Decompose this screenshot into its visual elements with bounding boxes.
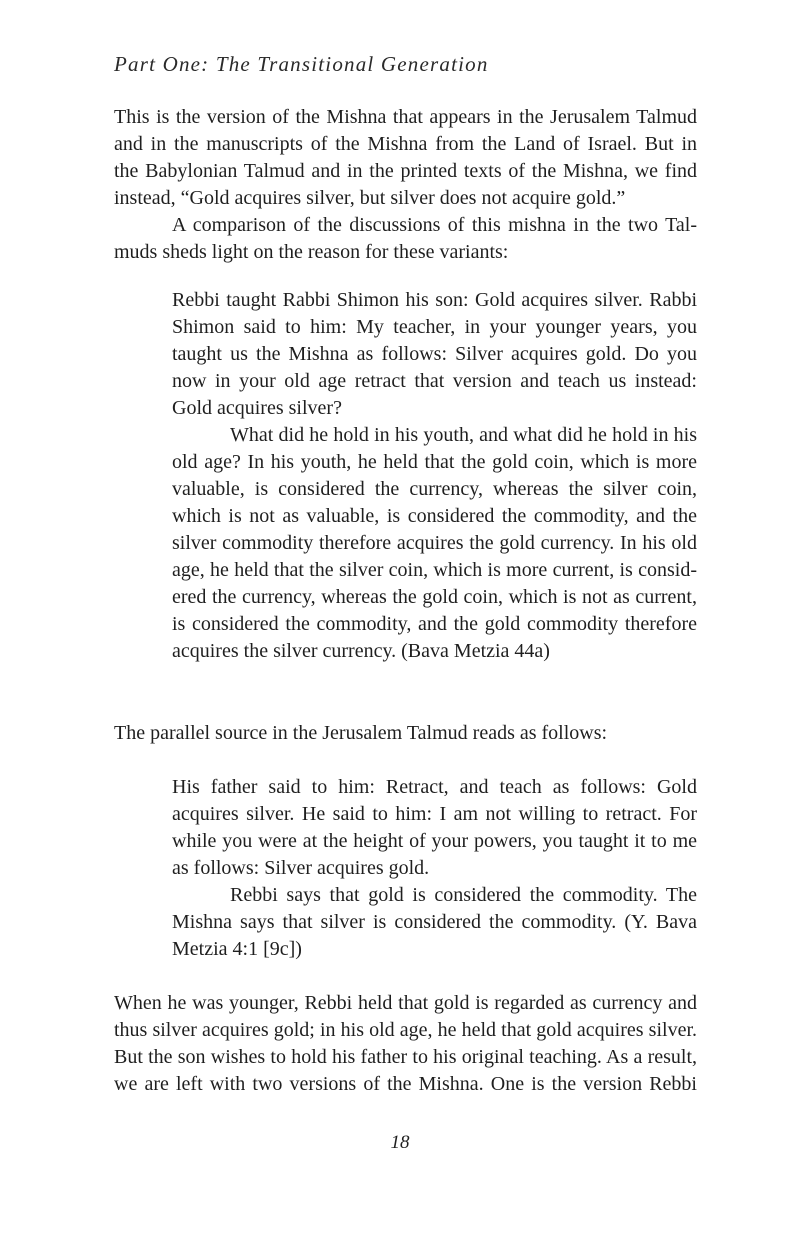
body-text-line: When he was younger, Rebbi held that gold is regarded as currency and <box>114 992 697 1014</box>
body-text-line: we are left with two versions of the Mishna. One is the version Rebbi <box>114 1073 697 1095</box>
blockquote-line: taught us the Mishna as follows: Silver acquires gold. Do you <box>172 343 697 365</box>
blockquote-line: Rebbi taught Rabbi Shimon his son: Gold acquires silver. Rabbi <box>172 289 697 311</box>
body-text-line: and in the manuscripts of the Mishna from the Land of Israel. But in <box>114 133 697 155</box>
blockquote-line: What did he hold in his youth, and what did he hold in his <box>230 424 697 446</box>
body-text-line: thus silver acquires gold; in his old age, he held that gold acquires silver. <box>114 1019 697 1041</box>
blockquote-line: as follows: Silver acquires gold. <box>172 857 430 879</box>
blockquote-line: valuable, is considered the currency, whereas the silver coin, <box>172 478 697 500</box>
blockquote-line: is considered the commodity, and the gold commodity therefore <box>172 613 697 635</box>
blockquote-line: Metzia 4:1 [9c]) <box>172 938 302 960</box>
blockquote-line: Rebbi says that gold is considered the commodity. The <box>230 884 697 906</box>
blockquote-line: old age? In his youth, he held that the gold coin, which is more <box>172 451 697 473</box>
blockquote-line: silver commodity therefore acquires the gold currency. In his old <box>172 532 697 554</box>
blockquote-line: Gold acquires silver? <box>172 397 342 419</box>
body-text-line: A comparison of the discussions of this mishna in the two Tal- <box>172 214 697 236</box>
blockquote-line: acquires silver. He said to him: I am not willing to retract. For <box>172 803 697 825</box>
page-number: 18 <box>390 1132 410 1153</box>
blockquote-line: age, he held that the silver coin, which is more current, is consid- <box>172 559 697 581</box>
blockquote-line: Mishna says that silver is considered the commodity. (Y. Bava <box>172 911 697 933</box>
body-text-line: The parallel source in the Jerusalem Talmud reads as follows: <box>114 722 608 744</box>
blockquote-line: ered the currency, whereas the gold coin, which is not as current, <box>172 586 697 608</box>
body-text-line: the Babylonian Talmud and in the printed texts of the Mishna, we find <box>114 160 697 182</box>
body-text-line: muds sheds light on the reason for these variants: <box>114 241 509 263</box>
blockquote-line: acquires the silver currency. (Bava Metzia 44a) <box>172 640 550 662</box>
blockquote-line: which is not as valuable, is considered the commodity, and the <box>172 505 697 527</box>
blockquote-line: now in your old age retract that version and teach us instead: <box>172 370 697 392</box>
blockquote-line: while you were at the height of your powers, you taught it to me <box>172 830 697 852</box>
body-text-line: This is the version of the Mishna that appears in the Jerusalem Talmud <box>114 106 697 128</box>
body-text-line: instead, “Gold acquires silver, but silver does not acquire gold.” <box>114 187 626 209</box>
blockquote-line: His father said to him: Retract, and teach as follows: Gold <box>172 776 697 798</box>
running-header: Part One: The Transitional Generation <box>114 52 489 76</box>
blockquote-line: Shimon said to him: My teacher, in your younger years, you <box>172 316 697 338</box>
body-text-line: But the son wishes to hold his father to his original teaching. As a result, <box>114 1046 697 1068</box>
